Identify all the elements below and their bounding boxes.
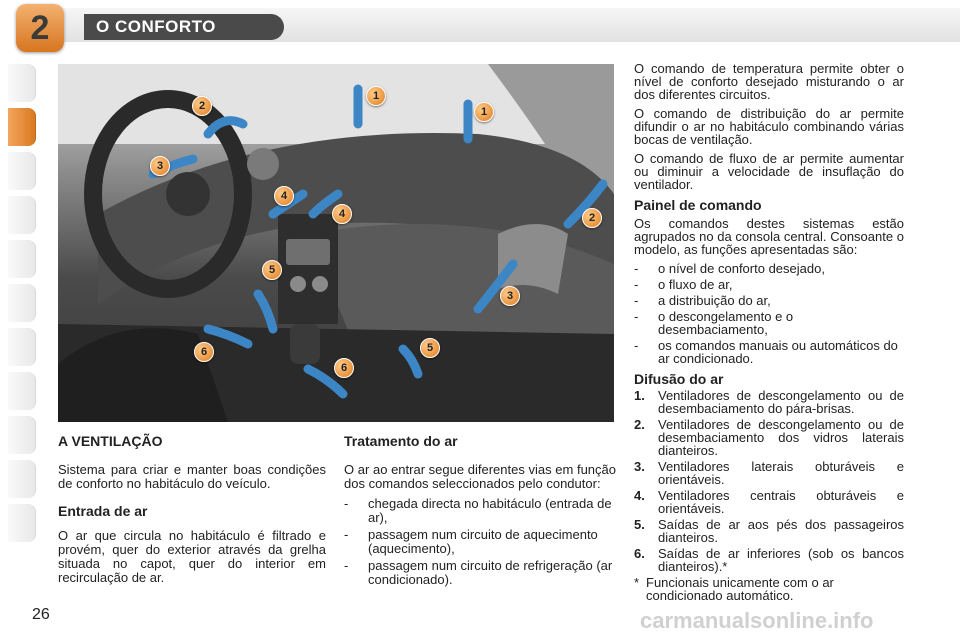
column-right [634,62,904,602]
list-item [634,518,904,544]
chapter-tab-3[interactable] [8,152,36,190]
chapter-tab-9[interactable] [8,416,36,454]
chapter-tab-11[interactable] [8,504,36,542]
section-title-entrada: Entrada de ar [58,503,148,519]
difusao-list [634,389,904,573]
item-text: Saídas de ar inferiores (sob os bancos dianteiros).* [658,546,904,574]
item-text: Ventiladores de descongelamento ou de desembaciamento do pára-brisas. [658,388,904,416]
chapter-tab-2-active[interactable] [8,108,36,146]
list-item: - a distribuição do ar, [634,294,904,307]
intro-distribuicao: O comando de distribuição do ar permite difundir o ar no habitáculo combinando várias bocas de ventilação. [634,106,904,147]
tratamento-list [344,497,616,587]
chapter-tab-6[interactable] [8,284,36,322]
airflow-marker-4b: 4 [332,204,352,224]
item-number: 3. [634,459,645,474]
entrada-text: O ar que circula no habitáculo é filtrado e provém, quer do exterior através da grelha situada no capot, quer do interior em recirculação de ar. [58,528,326,585]
item-text: Ventiladores laterais obturáveis e orientáveis. [658,459,904,487]
column-ventilation [58,433,326,591]
footnote-mark: * [634,575,640,590]
airflow-marker-5b: 5 [420,338,440,358]
item-number: 5. [634,517,645,532]
airflow-marker-4a: 4 [274,186,294,206]
chapter-tab-5[interactable] [8,240,36,278]
airflow-marker-1b: 1 [474,102,494,122]
airflow-marker-2a: 2 [192,96,212,116]
airflow-marker-3a: 3 [150,156,170,176]
section-title-painel: Painel de comando [634,197,762,213]
list-item: - o nível de conforto desejado, [634,262,904,275]
list-item [634,389,904,415]
airflow-marker-3b: 3 [500,286,520,306]
chapter-tabs [8,64,36,548]
chapter-tab-1[interactable] [8,64,36,102]
chapter-tab-4[interactable] [8,196,36,234]
painel-list [634,262,904,365]
airflow-marker-5a: 5 [262,260,282,280]
intro-fluxo: O comando de fluxo de ar permite aumentar ou diminuir a velocidade de insuflação do ventilador. [634,151,904,192]
item-number: 6. [634,546,645,561]
page-header [0,0,960,58]
list-item [634,418,904,457]
intro-temperatura: O comando de temperatura permite obter o nível de conforto desejado misturando o ar dos diferentes circuitos. [634,61,904,102]
list-item: - o descongelamento e o desembaciamento, [634,310,904,336]
column-tratamento [344,433,616,590]
watermark: carmanualsonline.info [640,608,874,633]
list-item: - passagem num circuito de refrigeração (ar condicionado). [344,559,616,587]
painel-text: Os comandos destes sistemas estão agrupados no da consola central. Consoante o modelo, as funções apresentadas são: [634,216,904,257]
item-number: 1. [634,388,645,403]
tratamento-text: O ar ao entrar segue diferentes vias em função dos comandos seleccionados pelo condutor: [344,462,616,491]
item-text: Saídas de ar aos pés dos passageiros dianteiros. [658,517,904,545]
item-number: 2. [634,417,645,432]
chapter-tab-10[interactable] [8,460,36,498]
chapter-number-badge: 2 [16,4,64,52]
list-item [634,460,904,486]
item-text: Ventiladores centrais obturáveis e orientáveis. [658,488,904,516]
airflow-marker-2b: 2 [582,208,602,228]
chapter-tab-7[interactable] [8,328,36,366]
list-item: - o fluxo de ar, [634,278,904,291]
item-text: Ventiladores de descongelamento ou de desembaciamento dos vidros laterais dianteiros. [658,417,904,458]
list-item [634,547,904,573]
airflow-marker-1a: 1 [366,86,386,106]
ventilacao-text: Sistema para criar e manter boas condições de conforto no habitáculo do veículo. [58,462,326,491]
item-number: 4. [634,488,645,503]
list-item [634,489,904,515]
section-title-tratamento: Tratamento do ar [344,433,458,449]
airflow-marker-6a: 6 [194,342,214,362]
page-number: 26 [32,606,50,623]
list-item: - os comandos manuais ou automáticos do ar condicionado. [634,339,904,365]
list-item: - passagem num circuito de aquecimento (aquecimento), [344,528,616,556]
chapter-title: O CONFORTO [96,17,216,36]
footnote-text: Funcionais unicamente com o ar condicionado automático. [646,575,834,603]
airflow-marker-6b: 6 [334,358,354,378]
footnote [634,576,904,602]
list-item: - chegada directa no habitáculo (entrada de ar), [344,497,616,525]
section-title-difusao: Difusão do ar [634,371,724,387]
dashboard-ventilation-illustration [58,64,614,422]
chapter-tab-8[interactable] [8,372,36,410]
section-title-ventilacao: A VENTILAÇÃO [58,433,163,449]
